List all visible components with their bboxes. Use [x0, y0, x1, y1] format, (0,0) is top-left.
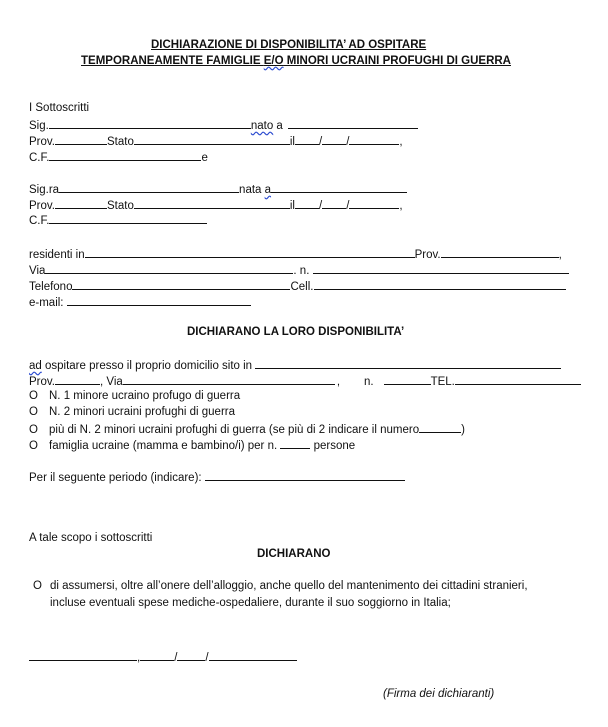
sig-label: Sig.: [29, 120, 49, 132]
domicilio-field[interactable]: [255, 357, 561, 369]
telefono-label: Telefono: [29, 281, 73, 293]
sig-prov-row: [29, 133, 403, 149]
telefono-row: [29, 278, 566, 294]
ospitare-rest: ospitare presso il proprio domicilio sito in: [41, 360, 253, 372]
sig-month-field[interactable]: [322, 133, 346, 145]
comma: ,: [399, 136, 403, 148]
e-label: e: [201, 152, 208, 164]
option-label: N. 1 minore ucraino profugo di guerra: [49, 390, 241, 402]
comma: ,: [558, 249, 562, 261]
residenti-row: [29, 246, 562, 262]
nato-label: nato: [250, 120, 274, 132]
stato-label: Stato: [107, 136, 134, 148]
slash: /: [346, 200, 350, 212]
disponibilita-heading: DICHIARANO LA LORO DISPONIBILITA’: [187, 326, 405, 338]
email-field[interactable]: [67, 294, 251, 306]
sigra-cf-field[interactable]: [49, 212, 207, 224]
option-radio-icon[interactable]: O: [29, 440, 38, 452]
option-radio-icon[interactable]: O: [29, 390, 38, 402]
prov-label: Prov.: [29, 376, 55, 388]
email-row: [29, 294, 251, 310]
nata-a-label: nata a: [239, 184, 272, 196]
residenti-prov-field[interactable]: [441, 246, 559, 258]
via-label: Via: [29, 265, 46, 277]
nato-a-label: a: [273, 120, 283, 132]
option-3-close: ): [461, 424, 465, 436]
sig-stato-field[interactable]: [134, 133, 290, 145]
dichiarano-heading: DICHIARANO: [257, 548, 331, 560]
telefono-field[interactable]: [72, 278, 290, 290]
domicilio-tel-field[interactable]: [455, 373, 581, 385]
via-label: Via: [106, 376, 123, 388]
sigra-year-field[interactable]: [349, 197, 399, 209]
sigra-cf-row: [29, 212, 207, 228]
domicilio-prov-field[interactable]: [55, 373, 100, 385]
dichiarano-text-line2: incluse eventuali spese mediche-ospedaliere, durante il suo soggiorno in Italia;: [50, 597, 451, 609]
il-label: il: [289, 136, 295, 148]
sigra-month-field[interactable]: [322, 197, 346, 209]
option-label: più di N. 2 minori ucraini profughi di guerra (se più di 2 indicare il numero: [49, 424, 420, 436]
option-2[interactable]: [29, 405, 235, 419]
n-label: n.: [364, 376, 374, 388]
option-radio-icon[interactable]: O: [29, 406, 38, 418]
ospitare-row: [29, 357, 561, 373]
date-month-field[interactable]: [177, 649, 205, 661]
residenti-label: residenti in: [29, 249, 85, 261]
domicilio-number-row: [364, 373, 581, 389]
signature-label: (Firma dei dichiaranti): [383, 688, 495, 700]
place-date-row: [29, 649, 297, 665]
title-line2-part1: TEMPORANEAMENTE FAMIGLIE: [81, 55, 264, 67]
via-row: [29, 262, 569, 278]
comma: ,: [100, 376, 104, 388]
residenti-city-field[interactable]: [85, 246, 415, 258]
slash: /: [205, 652, 209, 664]
prov-label: Prov.: [29, 136, 55, 148]
scopo-intro: A tale scopo i sottoscritti: [29, 532, 153, 544]
sig-row: [29, 117, 418, 133]
periodo-label: Per il seguente periodo (indicare):: [29, 472, 202, 484]
option-1[interactable]: [29, 389, 240, 403]
sig-day-field[interactable]: [295, 133, 319, 145]
dichiarano-bullet-icon[interactable]: O: [33, 580, 42, 592]
periodo-field[interactable]: [205, 469, 405, 481]
email-label: e-mail:: [29, 297, 64, 309]
document-title-line2: [81, 54, 511, 68]
cf-label: C.F.: [29, 215, 50, 227]
title-line2-part2: E/O: [263, 55, 284, 67]
place-field[interactable]: [29, 649, 137, 661]
ospitare-word: ad: [29, 360, 42, 372]
option-label: famiglia ucraine (mamma e bambino/i) per n.: [49, 440, 278, 452]
option-radio-icon[interactable]: O: [29, 424, 38, 436]
sigra-birthplace-field[interactable]: [271, 181, 407, 193]
slash: /: [318, 136, 323, 148]
sigra-prov-row: [29, 197, 403, 213]
sig-birthplace-field[interactable]: [288, 117, 418, 129]
domicilio-number-field[interactable]: [384, 373, 431, 385]
periodo-row: [29, 469, 405, 485]
dichiarano-text-line1: di assumersi, oltre all’onere dell’alloggio, anche quello del mantenimento dei cittadini stranieri,: [50, 580, 528, 592]
sig-cf-field[interactable]: [49, 149, 201, 161]
cell-field[interactable]: [314, 278, 566, 290]
comma: ,: [137, 652, 141, 664]
sigra-day-field[interactable]: [295, 197, 319, 209]
sigra-row: [29, 181, 407, 197]
slash: /: [174, 652, 178, 664]
document-title-line1: DICHIARAZIONE DI DISPONIBILITA’ AD OSPITARE: [151, 39, 427, 51]
option-4-number-field[interactable]: [280, 437, 310, 449]
comma: ,: [336, 376, 341, 388]
option-3[interactable]: [29, 421, 465, 437]
sigra-name-field[interactable]: [59, 181, 239, 193]
stato-label: Stato: [107, 200, 134, 212]
sigra-stato-field[interactable]: [134, 197, 290, 209]
sig-name-field[interactable]: [49, 117, 251, 129]
tel-label: TEL.: [430, 376, 455, 388]
via-number-field[interactable]: [313, 262, 569, 274]
option-4[interactable]: [29, 437, 355, 453]
slash: /: [346, 136, 350, 148]
domicilio-via-field[interactable]: [123, 373, 335, 385]
cf-label: C.F.: [29, 152, 50, 164]
cell-label: Cell.: [290, 281, 314, 293]
title-line2-part3: MINORI UCRAINI PROFUGHI DI GUERRA: [283, 55, 511, 67]
sigra-label: Sig.ra: [29, 184, 60, 196]
il-label: il: [289, 200, 295, 212]
via-number-label: . n.: [293, 265, 310, 277]
date-year-field[interactable]: [209, 649, 297, 661]
residenti-prov-label: Prov.: [414, 249, 441, 261]
sig-year-field[interactable]: [349, 133, 399, 145]
option-label: N. 2 minori ucraini profughi di guerra: [49, 406, 236, 418]
sigra-prov-field[interactable]: [55, 197, 107, 209]
nata-a-word: a: [264, 184, 272, 196]
signatories-intro: I Sottoscritti: [29, 102, 90, 114]
option-3-number-field[interactable]: [419, 421, 461, 433]
option-4-suffix: persone: [310, 440, 356, 452]
comma: ,: [399, 200, 403, 212]
date-day-field[interactable]: [140, 649, 174, 661]
slash: /: [318, 200, 323, 212]
prov-label: Prov.: [29, 200, 55, 212]
via-field[interactable]: [45, 262, 293, 274]
sig-prov-field[interactable]: [55, 133, 107, 145]
sig-cf-row: [29, 149, 208, 165]
domicilio-prov-row: [29, 373, 340, 389]
